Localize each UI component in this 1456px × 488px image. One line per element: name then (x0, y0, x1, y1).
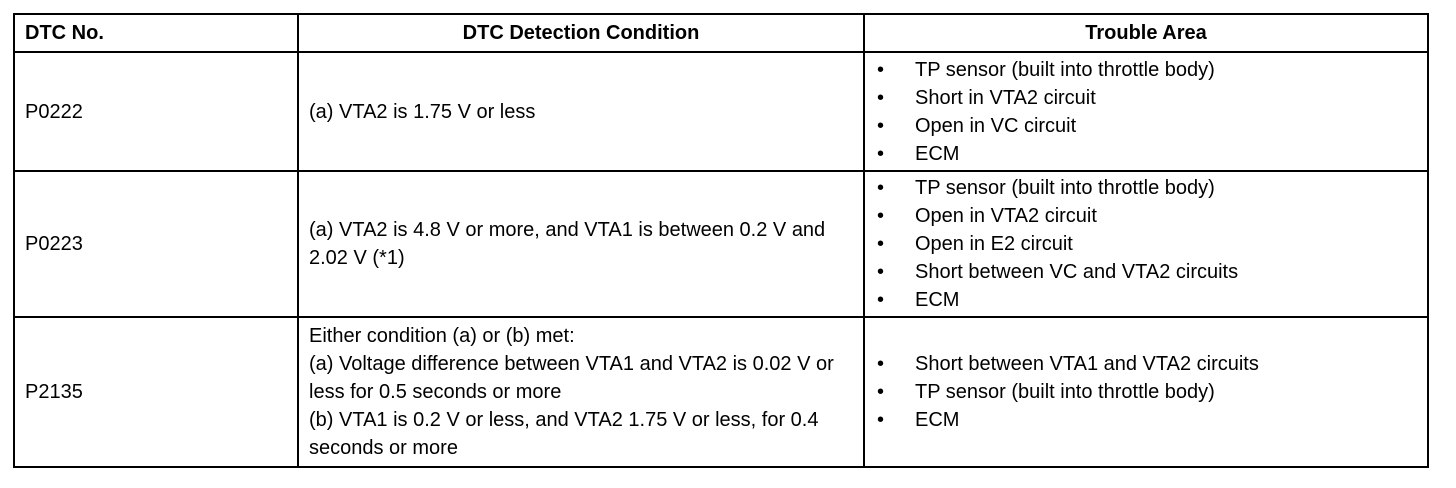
trouble-area-text: TP sensor (built into throttle body) (915, 177, 1215, 199)
dtc-table (13, 13, 1429, 468)
bullet-icon: • (877, 142, 885, 165)
condition-text: Either condition (a) or (b) met: (309, 325, 575, 347)
trouble-area-item (875, 286, 1417, 314)
trouble-area-text: TP sensor (built into throttle body) (915, 58, 1215, 81)
trouble-area-item (875, 140, 1417, 168)
trouble-area-text: Open in VTA2 circuit (915, 205, 1097, 227)
trouble-area-text: ECM (915, 409, 960, 431)
bullet-icon: • (877, 409, 885, 431)
header-detection-condition: DTC Detection Condition (298, 14, 864, 52)
trouble-area-item (875, 202, 1417, 230)
detection-condition-cell (298, 317, 864, 467)
bullet-icon: • (877, 86, 885, 109)
table-row (14, 171, 1428, 317)
trouble-area-list (875, 350, 1417, 434)
trouble-area-item (875, 84, 1417, 112)
trouble-area-text: ECM (915, 289, 960, 311)
trouble-area-text: Short between VTA1 and VTA2 circuits (915, 353, 1259, 375)
bullet-icon: • (877, 114, 885, 137)
trouble-area-item (875, 406, 1417, 434)
table-row (14, 317, 1428, 467)
trouble-area-cell (864, 171, 1428, 317)
trouble-area-text: Open in VC circuit (915, 114, 1077, 137)
detection-condition-cell (298, 171, 864, 317)
dtc-code-cell: P0222 (14, 52, 298, 171)
condition-text: (a) VTA2 is 4.8 V or more, and VTA1 is between 0.2 V and 2.02 V (*1) (309, 219, 826, 269)
header-trouble-area: Trouble Area (864, 14, 1428, 52)
detection-condition-cell (298, 52, 864, 171)
bullet-icon: • (877, 261, 885, 283)
trouble-area-text: Open in E2 circuit (915, 233, 1073, 255)
bullet-icon: • (877, 205, 885, 227)
trouble-area-item (875, 174, 1417, 202)
dtc-code-cell: P0223 (14, 171, 298, 317)
trouble-area-item (875, 350, 1417, 378)
table-row (14, 52, 1428, 171)
bullet-icon: • (877, 233, 885, 255)
condition-text: (a) Voltage difference between VTA1 and VTA2 is 0.02 V or less for 0.5 seconds or more (309, 353, 834, 403)
trouble-area-item (875, 258, 1417, 286)
trouble-area-item (875, 112, 1417, 140)
table-header (14, 14, 1428, 52)
trouble-area-item (875, 378, 1417, 406)
trouble-area-item (875, 230, 1417, 258)
trouble-area-text: Short between VC and VTA2 circuits (915, 261, 1239, 283)
header-dtc-no: DTC No. (14, 14, 298, 52)
trouble-area-text: TP sensor (built into throttle body) (915, 381, 1215, 403)
trouble-area-item (875, 56, 1417, 84)
bullet-icon: • (877, 289, 885, 311)
bullet-icon: • (877, 58, 885, 81)
bullet-icon: • (877, 381, 885, 403)
header-row (14, 14, 1428, 52)
trouble-area-cell (864, 52, 1428, 171)
trouble-area-list (875, 56, 1417, 168)
bullet-icon: • (877, 353, 885, 375)
trouble-area-text: ECM (915, 142, 960, 165)
table-body (14, 52, 1428, 467)
trouble-area-cell (864, 317, 1428, 467)
condition-text: (a) VTA2 is 1.75 V or less (309, 100, 536, 123)
condition-text: (b) VTA1 is 0.2 V or less, and VTA2 1.75 V or less, for 0.4 seconds or more (309, 409, 819, 459)
bullet-icon: • (877, 177, 885, 199)
trouble-area-text: Short in VTA2 circuit (915, 86, 1096, 109)
dtc-code-cell: P2135 (14, 317, 298, 467)
trouble-area-list (875, 174, 1417, 314)
